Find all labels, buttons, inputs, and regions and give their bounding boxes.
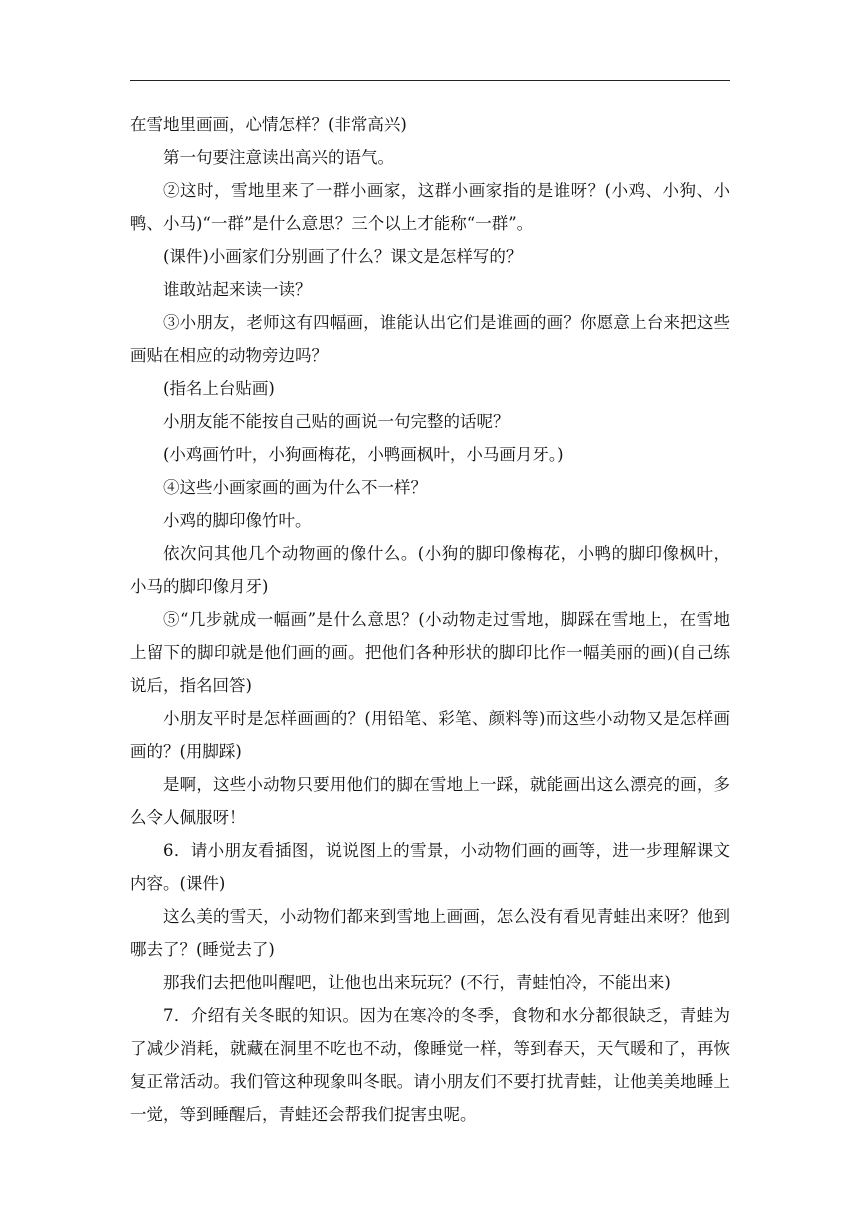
- paragraph-12: 依次问其他几个动物画的像什么。(小狗的脚印像梅花，小鸭的脚印像枫叶，小马的脚印像月牙): [130, 544, 730, 596]
- paragraph-9: (小鸡画竹叶，小狗画梅花，小鸭画枫叶，小马画月牙。): [163, 445, 564, 464]
- paragraph-18: 那我们去把他叫醒吧，让他也出来玩玩？(不行，青蛙怕冷，不能出来): [163, 973, 671, 992]
- paragraph-7: (指名上台贴画): [163, 379, 275, 398]
- paragraph-2: 第一句要注意读出高兴的语气。: [163, 148, 394, 167]
- document-body: [130, 108, 730, 1131]
- paragraph-6: ③小朋友，老师这有四幅画，谁能认出它们是谁画的画？你愿意上台来把这些画贴在相应的动物旁边吗？: [130, 313, 730, 365]
- paragraph-16: 6．请小朋友看插图，说说图上的雪景，小动物们画的画等，进一步理解课文内容。(课件): [130, 841, 730, 893]
- paragraph-10: ④这些小画家画的画为什么不一样？: [163, 478, 427, 497]
- paragraph-19: 7．介绍有关冬眠的知识。因为在寒冷的冬季，食物和水分都很缺乏，青蛙为了减少消耗，就藏在洞里不吃也不动，像睡觉一样，等到春天，天气暖和了，再恢复正常活动。我们管这种现象叫冬眠。请小朋友们不要打扰青蛙，让他美美地睡上一觉，等到睡醒后，青蛙还会帮我们捉害虫呢。: [130, 1006, 730, 1124]
- paragraph-17: 这么美的雪天，小动物们都来到雪地上画画，怎么没有看见青蛙出来呀？他到哪去了？(睡觉去了): [130, 907, 730, 959]
- paragraph-1: 在雪地里画画，心情怎样？(非常高兴): [130, 115, 407, 134]
- paragraph-8: 小朋友能不能按自己贴的画说一句完整的话呢？: [163, 412, 510, 431]
- paragraph-4: (课件)小画家们分别画了什么？课文是怎样写的？: [163, 247, 523, 266]
- paragraph-3: ②这时，雪地里来了一群小画家，这群小画家指的是谁呀？(小鸡、小狗、小鸭、小马)“一群”是什么意思？三个以上才能称“一群”。: [130, 181, 730, 233]
- paragraph-13: ⑤“几步就成一幅画”是什么意思？(小动物走过雪地，脚踩在雪地上，在雪地上留下的脚印就是他们画的画。把他们各种形状的脚印比作一幅美丽的画)(自己练说后，指名回答): [130, 610, 730, 695]
- paragraph-14: 小朋友平时是怎样画画的？(用铅笔、彩笔、颜料等)而这些小动物又是怎样画画的？(用脚踩): [130, 709, 730, 761]
- paragraph-11: 小鸡的脚印像竹叶。: [163, 511, 312, 530]
- paragraph-15: 是啊，这些小动物只要用他们的脚在雪地上一踩，就能画出这么漂亮的画，多么令人佩服呀！: [130, 775, 730, 827]
- paragraph-5: 谁敢站起来读一读？: [163, 280, 312, 299]
- header-rule: [130, 80, 730, 81]
